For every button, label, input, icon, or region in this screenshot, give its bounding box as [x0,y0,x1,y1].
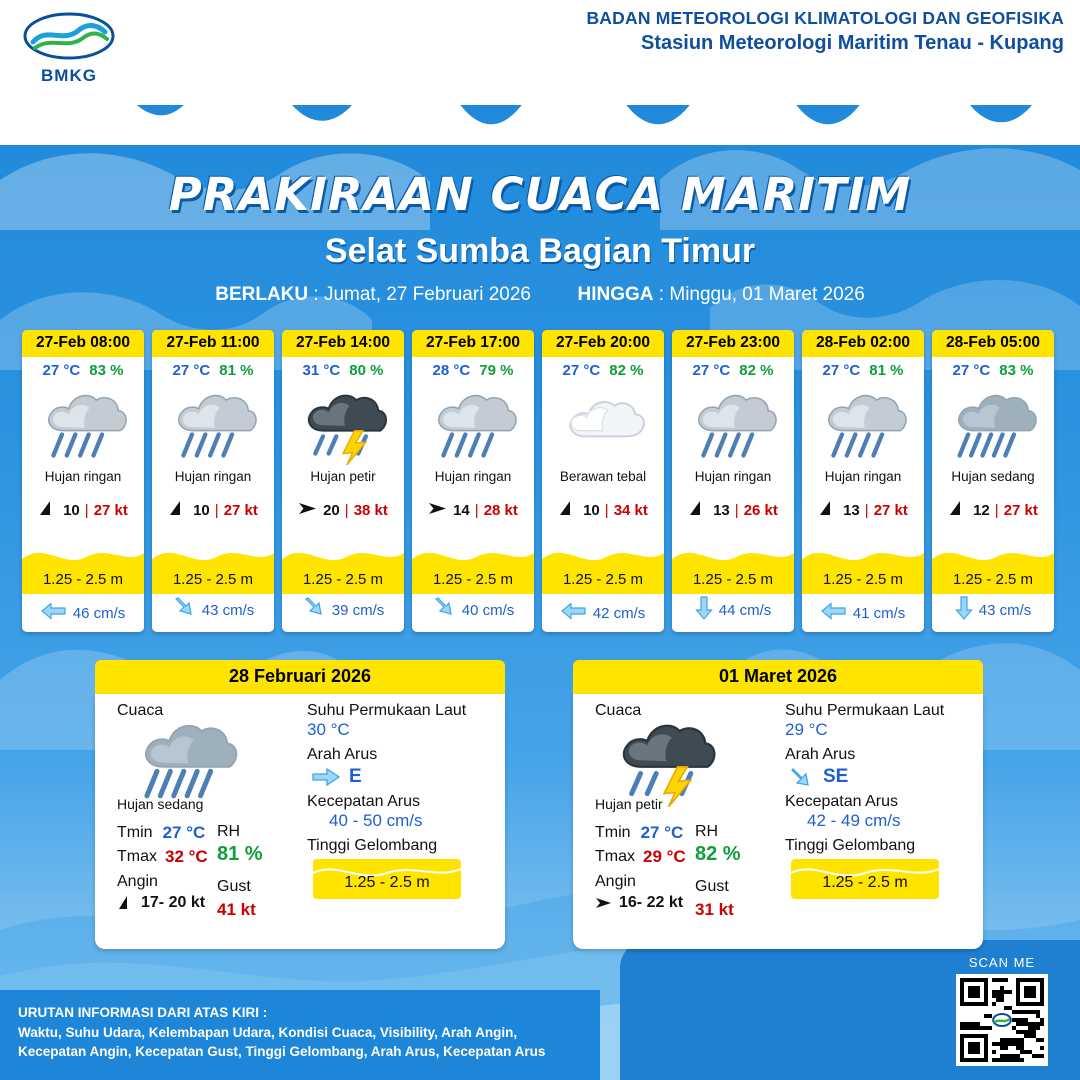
hourly-weather-icon [22,381,144,467]
daily-tmax-1: 29 °C [643,847,686,866]
daily-condition-1: Hujan petir [595,796,663,812]
hourly-temp: 27 °C [172,362,211,379]
current-arrow-icon [955,596,973,620]
wind-arrow-icon [558,500,578,517]
daily-arus-dir-0: E [349,766,362,787]
daily-angin-label-1: Angin [595,873,636,890]
hourly-card [22,330,144,632]
daily-arus-dir-row-0 [307,766,497,788]
daily-tmax-0: 32 °C [165,847,208,866]
wind-arrow-icon [948,500,968,517]
hourly-weather-icon [672,381,794,467]
hourly-weather-icon [152,381,274,467]
hourly-wave-height: 1.25 - 2.5 m [562,571,644,588]
hourly-wind-arrow [428,500,448,521]
hourly-current-speed: 46 cm/s [72,604,126,622]
daily-date-0: 28 Februari 2026 [95,660,505,694]
current-arrow-icon [172,596,196,620]
daily-wave-box-0 [313,859,461,899]
hourly-gust: 28 kt [483,502,518,519]
hourly-current-arrow [432,596,456,624]
hourly-current-arrow [955,596,973,624]
hourly-humidity: 80 % [349,362,384,379]
current-arrow-icon [695,596,713,620]
valid-to-value: Minggu, 01 Maret 2026 [669,284,865,305]
daily-tmin-label-0: Tmin [117,824,153,841]
daily-tmin-1: 27 °C [640,823,684,842]
qr-code[interactable] [956,974,1048,1066]
region-title: Selat Sumba Bagian Timur [324,232,756,270]
wind-gust-separator: | [474,502,479,519]
hourly-wind-arrow [38,500,58,521]
bmkg-logo-text: BMKG [41,66,97,85]
hourly-wave-height: 1.25 - 2.5 m [172,571,254,588]
qr-code-image [960,978,1044,1062]
hourly-time: 27-Feb 08:00 [22,330,144,357]
hourly-weather-icon [802,381,924,467]
daily-wave-0: 1.25 - 2.5 m [344,874,430,891]
hourly-gust: 27 kt [1003,502,1038,519]
daily-arus-dir-label-0: Arah Arus [307,746,378,763]
wind-arrow-icon [428,500,448,517]
daily-weather-icon-0 [117,720,307,798]
current-arrow-icon [302,596,326,620]
hourly-condition: Hujan ringan [44,469,122,484]
hourly-wave-height: 1.25 - 2.5 m [432,571,514,588]
daily-cuaca-label-1: Cuaca [595,702,642,719]
hourly-wave-height: 1.25 - 2.5 m [302,571,384,588]
hourly-current-speed: 43 cm/s [201,601,255,619]
agency-header [586,8,1064,55]
hourly-condition: Hujan ringan [174,469,252,484]
daily-angin-0: 17- 20 kt [141,894,206,911]
bmkg-logo [14,12,124,86]
hourly-gust: 27 kt [223,502,258,519]
wind-arrow-icon [688,500,708,517]
valid-from-value: Jumat, 27 Februari 2026 [323,284,531,305]
hourly-wind-arrow [818,500,838,521]
hourly-current-arrow [172,596,196,624]
daily-arus-spd-1: 42 - 49 cm/s [807,811,901,830]
wind-gust-separator: | [344,502,349,519]
arrow-east-icon [311,767,341,787]
daily-arus-dir-row-1 [785,766,975,788]
wind-gust-separator: | [734,502,739,519]
wind-dir-icon-0 [117,895,135,911]
legend-line-2: Waktu, Suhu Udara, Kelembapan Udara, Kondisi Cuaca, Visibility, Arah Angin, [18,1024,518,1040]
daily-sst-0: 30 °C [307,720,350,739]
wind-gust-separator: | [84,502,89,519]
hourly-wave-height: 1.25 - 2.5 m [692,571,774,588]
daily-date-1: 01 Maret 2026 [573,660,983,694]
hourly-wave-height: 1.25 - 2.5 m [952,571,1034,588]
daily-arus-spd-0: 40 - 50 cm/s [329,811,423,830]
daily-arus-spd-label-0: Kecepatan Arus [307,793,420,810]
hourly-humidity: 81 % [219,362,254,379]
legend-line-1: URUTAN INFORMASI DARI ATAS KIRI : [18,1005,268,1021]
daily-gust-label-0: Gust [217,878,251,895]
validity-row: BERLAKU : Jumat, 27 Februari 2026 HINGGA : Minggu, 01 Maret 2026 [215,284,865,305]
hourly-humidity: 83 % [89,362,124,379]
hourly-card [282,330,404,632]
hourly-wind-speed: 14 [453,502,470,519]
hourly-weather-icon [932,381,1054,467]
hourly-condition: Hujan sedang [951,469,1035,484]
hourly-current-speed: 44 cm/s [718,601,772,619]
daily-tmin-label-1: Tmin [595,824,631,841]
daily-rh-label-0: RH [217,823,241,840]
hourly-wind-speed: 13 [843,502,860,519]
daily-tmax-label-1: Tmax [595,848,635,865]
daily-rh-0: 81 % [217,843,263,865]
wind-gust-separator: | [994,502,999,519]
scan-label: SCAN ME [968,955,1036,970]
bmkg-logo-mark [23,12,115,60]
hourly-time: 27-Feb 17:00 [412,330,534,357]
hourly-card [542,330,664,632]
legend-note [18,1003,545,1062]
wind-dir-icon-1 [595,895,613,911]
wind-arrow-icon [298,500,318,517]
hourly-gust: 38 kt [353,502,388,519]
daily-wave-box-1 [791,859,939,899]
hourly-current-speed: 40 cm/s [461,601,515,619]
hourly-time: 28-Feb 02:00 [802,330,924,357]
daily-rh-1: 82 % [695,843,741,865]
hourly-condition: Hujan ringan [824,469,902,484]
daily-wave-label-0: Tinggi Gelombang [307,837,438,854]
hourly-current-arrow [302,596,326,624]
hourly-gust: 27 kt [873,502,908,519]
daily-rh-label-1: RH [695,823,719,840]
hourly-current-arrow [41,602,67,624]
hourly-weather-icon [412,381,534,467]
hourly-current-speed: 42 cm/s [592,604,646,622]
daily-arus-spd-label-1: Kecepatan Arus [785,793,898,810]
daily-angin-1: 16- 22 kt [619,894,684,911]
wind-arrow-icon [168,500,188,517]
daily-sst-label-0: Suhu Permukaan Laut [307,702,467,719]
hourly-current-arrow [561,602,587,624]
current-arrow-icon [821,602,847,620]
daily-angin-label-0: Angin [117,873,158,890]
station-name: Stasiun Meteorologi Maritim Tenau - Kupang [641,32,1064,54]
hourly-wind-arrow [948,500,968,521]
hourly-wind-arrow [168,500,188,521]
daily-tmax-label-0: Tmax [117,848,157,865]
hourly-humidity: 81 % [869,362,904,379]
daily-sst-1: 29 °C [785,720,828,739]
daily-panel-1 [573,660,983,949]
hourly-condition: Hujan ringan [434,469,512,484]
hourly-weather-icon [282,381,404,467]
hourly-time: 28-Feb 05:00 [932,330,1054,357]
hourly-humidity: 83 % [999,362,1034,379]
hourly-wind-speed: 10 [63,502,80,519]
wind-arrow-icon [818,500,838,517]
hourly-humidity: 79 % [479,362,514,379]
daily-wave-label-1: Tinggi Gelombang [785,837,916,854]
hourly-wind-speed: 20 [323,502,340,519]
daily-weather-icon-1 [595,720,785,798]
daily-panel-0 [95,660,505,949]
hourly-weather-icon [542,381,664,467]
daily-condition-0: Hujan sedang [117,796,204,812]
hourly-wind-arrow [688,500,708,521]
hourly-current-speed: 39 cm/s [331,601,385,619]
hourly-current-arrow [821,602,847,624]
hourly-card [932,330,1054,632]
arrow-southeast-icon [789,766,815,788]
hourly-forecast-row [22,330,1062,632]
current-arrow-icon [41,602,67,620]
daily-gust-0: 41 kt [217,900,256,919]
hourly-temp: 27 °C [692,362,731,379]
hourly-condition: Hujan petir [310,469,376,484]
current-arrow-icon [432,596,456,620]
hourly-humidity: 82 % [739,362,774,379]
hourly-card [152,330,274,632]
page-title: PRAKIRAAN CUACA MARITIM [168,168,912,221]
hourly-temp: 27 °C [562,362,601,379]
daily-wave-1: 1.25 - 2.5 m [822,874,908,891]
hourly-current-speed: 43 cm/s [978,601,1032,619]
daily-arus-dir-1: SE [823,766,849,787]
daily-arus-dir-label-1: Arah Arus [785,746,856,763]
daily-cuaca-label-0: Cuaca [117,702,164,719]
hourly-condition: Hujan ringan [694,469,772,484]
hourly-wave-height: 1.25 - 2.5 m [822,571,904,588]
current-arrow-icon [561,602,587,620]
hourly-temp: 27 °C [952,362,991,379]
hourly-card [412,330,534,632]
hourly-temp: 27 °C [42,362,81,379]
valid-to-label: HINGGA [577,284,654,305]
wind-gust-separator: | [214,502,219,519]
wind-gust-separator: | [864,502,869,519]
hourly-wind-speed: 13 [713,502,730,519]
scan-block [956,955,1048,1066]
daily-tmin-0: 27 °C [162,823,206,842]
hourly-current-arrow [695,596,713,624]
wind-gust-separator: | [604,502,609,519]
daily-gust-label-1: Gust [695,878,729,895]
legend-line-3: Kecepatan Angin, Kecepatan Gust, Tinggi Gelombang, Arah Arus, Kecepatan Arus [18,1044,546,1060]
hourly-wind-speed: 12 [973,502,990,519]
hourly-temp: 31 °C [302,362,341,379]
hourly-wind-speed: 10 [193,502,210,519]
hourly-time: 27-Feb 20:00 [542,330,664,357]
hourly-condition: Berawan tebal [559,469,647,484]
hourly-time: 27-Feb 14:00 [282,330,404,357]
daily-sst-label-1: Suhu Permukaan Laut [785,702,945,719]
hourly-time: 27-Feb 23:00 [672,330,794,357]
hourly-current-speed: 41 cm/s [852,604,906,622]
wind-arrow-icon [38,500,58,517]
hourly-wind-arrow [298,500,318,521]
hourly-temp: 28 °C [432,362,471,379]
valid-from-label: BERLAKU [215,284,309,305]
hourly-time: 27-Feb 11:00 [152,330,274,357]
hourly-gust: 26 kt [743,502,778,519]
hourly-gust: 27 kt [93,502,128,519]
hourly-gust: 34 kt [613,502,648,519]
hourly-wave-height: 1.25 - 2.5 m [42,571,124,588]
hourly-card [802,330,924,632]
hourly-card [672,330,794,632]
hourly-wind-speed: 10 [583,502,600,519]
daily-gust-1: 31 kt [695,900,734,919]
hourly-wind-arrow [558,500,578,521]
hourly-humidity: 82 % [609,362,644,379]
hourly-temp: 27 °C [822,362,861,379]
agency-name: BADAN METEOROLOGI KLIMATOLOGI DAN GEOFISIKA [586,8,1064,28]
